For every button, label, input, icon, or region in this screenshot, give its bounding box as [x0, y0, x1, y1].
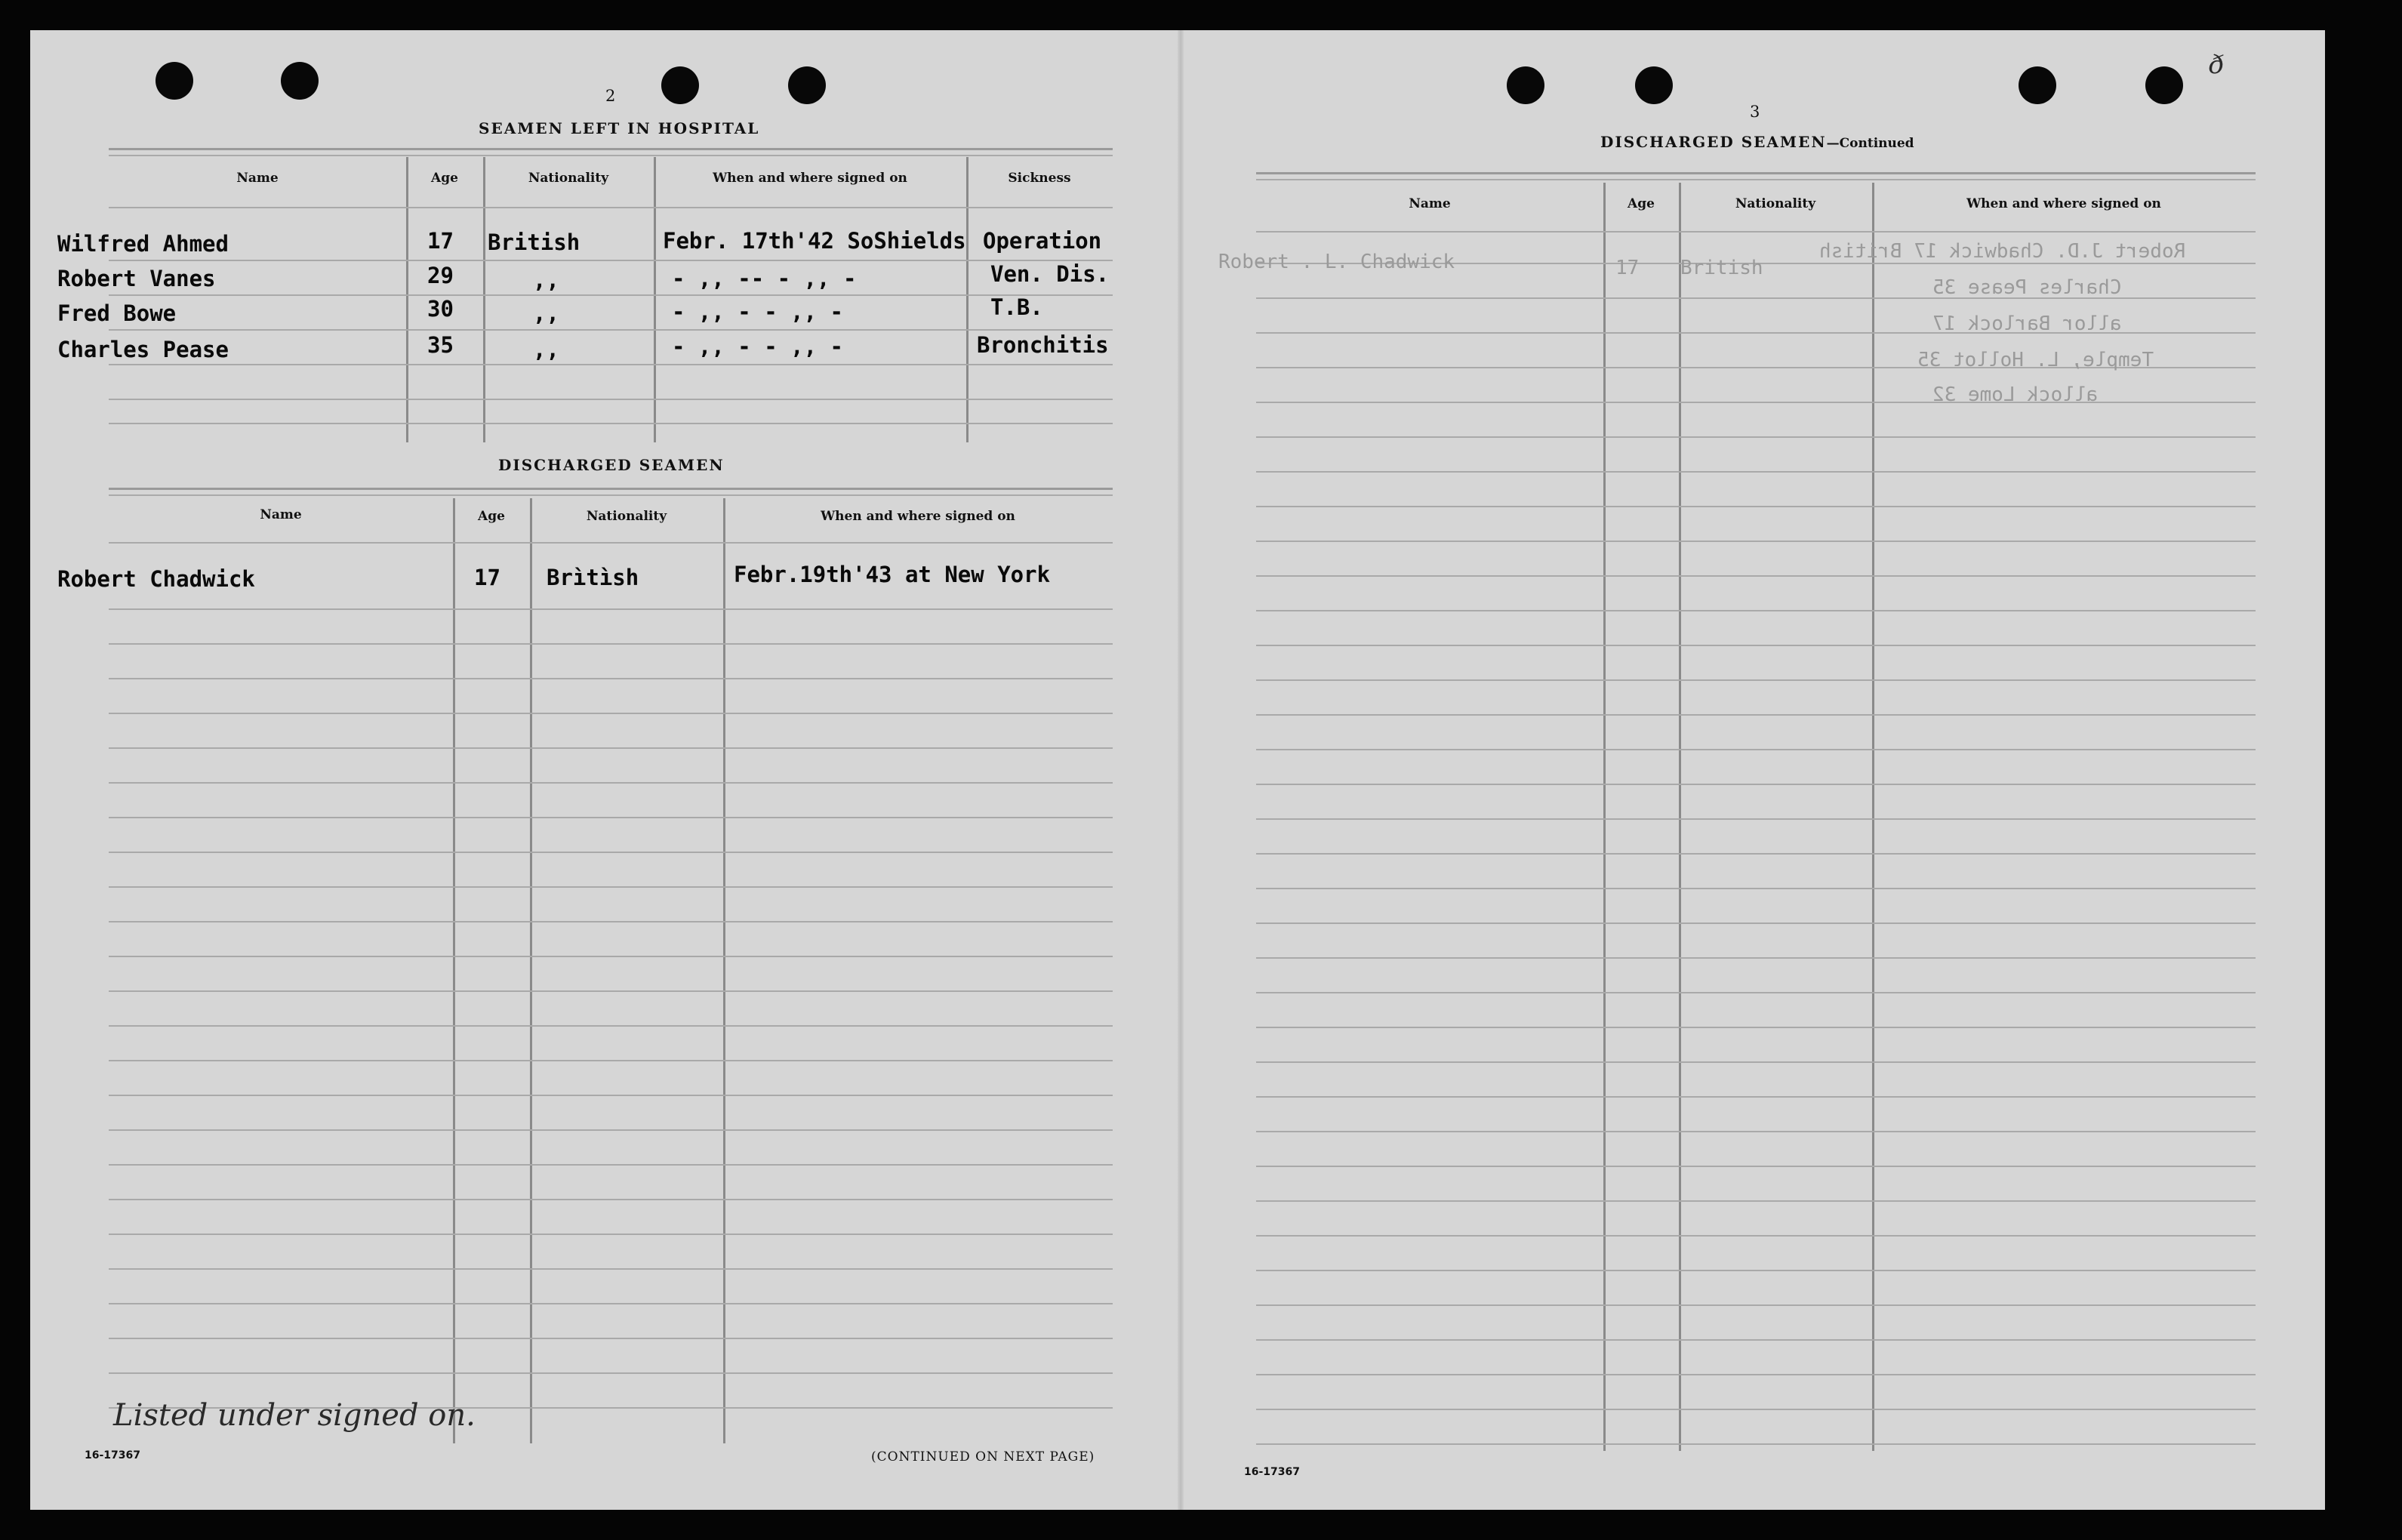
column-divider	[530, 498, 532, 1443]
seaman-signed-on: Febr. 17th'42 SoShields	[663, 228, 966, 254]
bleed-through-nationality: British	[1680, 257, 1763, 279]
ruled-line	[109, 782, 1113, 784]
bleed-through-line: allock Lome 32	[1932, 383, 2099, 406]
ruled-line	[1256, 1131, 2256, 1132]
seaman-age: 17	[427, 228, 454, 254]
ruled-line	[109, 1303, 1113, 1304]
column-header-age: Age	[478, 509, 505, 524]
page-number: 3	[1750, 103, 1760, 121]
ruled-line	[109, 713, 1113, 714]
ruled-line	[1256, 922, 2256, 924]
seaman-nationality: Brìtìsh	[547, 565, 639, 590]
ruled-line	[1256, 1374, 2256, 1375]
bleed-through-name: Robert . L. Chadwick	[1218, 251, 1455, 273]
seaman-sickness: T.B.	[990, 294, 1043, 320]
ruled-line	[109, 1372, 1113, 1374]
ruled-line	[1256, 1096, 2256, 1098]
punch-hole	[2145, 66, 2183, 104]
ruled-line	[109, 1268, 1113, 1270]
ruled-line	[1256, 645, 2256, 646]
row-rule	[109, 329, 1113, 331]
bleed-through-line: Charles Pease 35	[1932, 276, 2122, 299]
title-main: DISCHARGED SEAMEN	[1600, 133, 1827, 151]
ruled-line	[1256, 436, 2256, 438]
seaman-sickness: Bronchitis	[977, 332, 1109, 358]
ruled-line	[109, 1199, 1113, 1200]
column-divider	[723, 498, 725, 1443]
ruled-line	[109, 1095, 1113, 1096]
column-header-name: Name	[1409, 196, 1451, 211]
seaman-age: 17	[474, 565, 500, 590]
title-suffix: —Continued	[1826, 136, 1914, 151]
column-header-age: Age	[431, 171, 458, 186]
ruled-line	[1256, 853, 2256, 855]
ruled-line	[1256, 888, 2256, 889]
row-rule	[109, 294, 1113, 296]
row-rule	[109, 260, 1113, 261]
ruled-line	[109, 921, 1113, 922]
table-top-rule	[109, 148, 1113, 156]
column-header-nationality: Nationality	[528, 171, 609, 186]
seaman-age: 29	[427, 263, 454, 288]
hospital-section-title: SEAMEN LEFT IN HOSPITAL	[479, 119, 760, 137]
punch-hole	[788, 66, 826, 104]
ruled-line	[1256, 714, 2256, 716]
seaman-age: 30	[427, 296, 454, 322]
seaman-sickness: Operation	[983, 228, 1102, 254]
page-number: 2	[605, 87, 616, 105]
ruled-line	[1256, 1339, 2256, 1341]
bleed-through-line: Temple, L. Hollot 35	[1917, 349, 2154, 371]
ruled-line	[109, 1338, 1113, 1339]
table-top-rule	[1256, 172, 2256, 180]
ruled-line	[109, 1060, 1113, 1061]
header-bottom-rule	[109, 207, 1113, 208]
ruled-line	[1256, 1235, 2256, 1237]
column-header-nationality: Nationality	[1735, 196, 1816, 211]
column-header-name: Name	[236, 171, 279, 186]
row-rule	[109, 423, 1113, 424]
ruled-line	[1256, 784, 2256, 785]
ruled-line	[1256, 506, 2256, 507]
bleed-through-line: Robert J.D. Chadwick 17 British	[1819, 240, 2186, 263]
punch-hole	[281, 62, 319, 100]
header-bottom-rule	[109, 542, 1113, 544]
ruled-line	[1256, 957, 2256, 959]
seaman-name: Charles Pease	[57, 337, 229, 362]
punch-hole	[156, 62, 193, 100]
continued-note: (CONTINUED ON NEXT PAGE)	[871, 1449, 1095, 1465]
ruled-line	[1256, 749, 2256, 750]
ruled-line	[1256, 818, 2256, 820]
ruled-line	[1256, 1200, 2256, 1202]
ruled-line	[1256, 1027, 2256, 1028]
handwritten-mark: ð	[2209, 50, 2225, 80]
punch-hole	[661, 66, 699, 104]
seaman-nationality: ,,	[533, 337, 559, 362]
page-gutter	[1178, 30, 1184, 1510]
ruled-line	[1256, 1443, 2256, 1445]
bleed-through-line: allor Barlock 17	[1932, 313, 2122, 335]
ruled-line	[109, 1234, 1113, 1235]
form-number: 16-17367	[1244, 1466, 1300, 1478]
column-header-name: Name	[260, 507, 302, 522]
column-header-signed-on: When and where signed on	[821, 509, 1015, 524]
form-number: 16-17367	[85, 1449, 140, 1461]
ruled-line	[109, 956, 1113, 957]
seaman-name: Wilfred Ahmed	[57, 231, 229, 257]
row-rule	[109, 399, 1113, 400]
ruled-line	[1256, 1270, 2256, 1271]
ruled-line	[1256, 992, 2256, 993]
ruled-line	[1256, 610, 2256, 611]
seaman-signed-on: - ,, - - ,, -	[672, 334, 843, 359]
discharged-continued-title	[1600, 133, 1914, 151]
column-header-signed-on: When and where signed on	[1966, 196, 2161, 211]
ruled-line	[109, 1164, 1113, 1166]
seaman-signed-on: Febr.19th'43 at New York	[734, 562, 1051, 587]
ruled-line	[1256, 402, 2256, 403]
column-header-signed-on: When and where signed on	[713, 171, 907, 186]
column-header-age: Age	[1628, 196, 1655, 211]
seaman-name: Robert Chadwick	[57, 566, 255, 592]
punch-hole	[2019, 66, 2056, 104]
column-header-nationality: Nationality	[586, 509, 667, 524]
ruled-line	[109, 817, 1113, 818]
ruled-line	[109, 1025, 1113, 1027]
ruled-line	[1256, 1409, 2256, 1410]
ruled-line	[1256, 575, 2256, 577]
column-divider	[1679, 183, 1681, 1451]
ruled-line	[109, 678, 1113, 679]
handwritten-note: Listed under signed on.	[113, 1398, 476, 1433]
punch-hole	[1635, 66, 1673, 104]
ruled-line	[109, 1129, 1113, 1131]
seaman-sickness: Ven. Dis.	[990, 261, 1110, 287]
punch-hole	[1507, 66, 1544, 104]
ruled-line	[1256, 1166, 2256, 1167]
ruled-line	[1256, 471, 2256, 473]
seaman-name: Robert Vanes	[57, 266, 216, 291]
ruled-line	[109, 608, 1113, 610]
ruled-line	[1256, 1061, 2256, 1063]
table-top-rule	[109, 488, 1113, 496]
seaman-signed-on: - ,, - - ,, -	[672, 299, 843, 325]
bleed-through-age: 17	[1615, 257, 1640, 279]
seaman-nationality: ,,	[533, 267, 559, 293]
header-bottom-rule	[1256, 231, 2256, 233]
ruled-line	[1256, 679, 2256, 681]
discharged-section-title: DISCHARGED SEAMEN	[498, 456, 725, 474]
row-rule	[109, 364, 1113, 365]
ruled-line	[109, 852, 1113, 853]
seaman-nationality: ,,	[533, 300, 559, 326]
ruled-line	[1256, 1304, 2256, 1306]
ruled-line	[109, 643, 1113, 645]
column-divider	[453, 498, 455, 1443]
seaman-name: Fred Bowe	[57, 300, 177, 326]
column-divider	[1603, 183, 1606, 1451]
column-header-sickness: Sickness	[1008, 171, 1071, 186]
seaman-age: 35	[427, 332, 454, 358]
ruled-line	[109, 747, 1113, 749]
seaman-signed-on: - ,, -- - ,, -	[672, 266, 857, 291]
ruled-line	[109, 990, 1113, 992]
ruled-line	[1256, 541, 2256, 542]
seaman-nationality: British	[488, 229, 580, 255]
column-divider	[1872, 183, 1874, 1451]
ruled-line	[109, 886, 1113, 888]
